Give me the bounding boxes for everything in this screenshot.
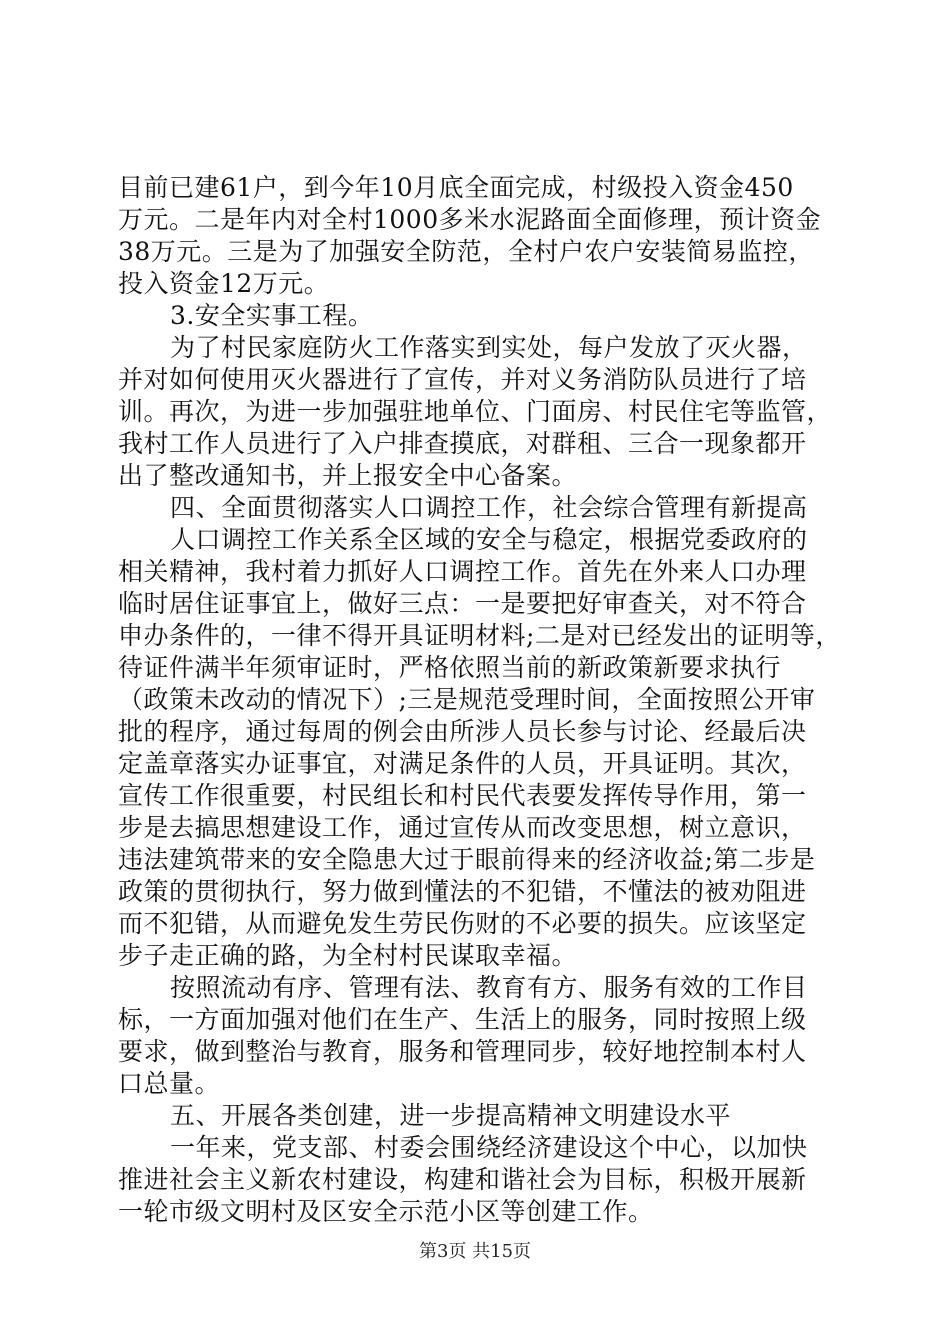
document-body [118, 172, 841, 1228]
text-line: 相关精神，我村着力抓好人口调控工作。首先在外来人口办理 [118, 557, 807, 586]
text-line: 按照流动有序、管理有法、教育有方、服务有效的工作目 [170, 973, 808, 1002]
text-line: 人口调控工作关系全区域的安全与稳定，根据党委政府的 [170, 525, 808, 554]
text-line: 违法建筑带来的安全隐患大过于眼前得来的经济收益;第二步是 [118, 845, 816, 874]
text-line: 标，一方面加强对他们在生产、生活上的服务，同时按照上级 [118, 1005, 807, 1034]
text-line: 待证件满半年须审证时，严格依照当前的新政策新要求执行 [118, 653, 782, 682]
text-line: 要求，做到整治与教育，服务和管理同步，较好地控制本村人 [118, 1037, 807, 1066]
text-line: 投入资金12万元。 [118, 269, 330, 298]
text-line: 推进社会主义新农村建设，构建和谐社会为目标，积极开展新 [118, 1165, 807, 1194]
text-line: 申办条件的，一律不得开具证明材料;二是对已经发出的证明等， [118, 621, 841, 650]
text-line: 定盖章落实办证事宜，对满足条件的人员，开具证明。其次， [118, 749, 807, 778]
text-line: 步是去搞思想建设工作，通过宣传从而改变思想，树立意识， [118, 813, 807, 842]
text-line: 万元。二是年内对全村1000多米水泥路面全面修理，预计资金 [118, 205, 822, 234]
text-line: 宣传工作很重要，村民组长和村民代表要发挥传导作用，第一 [118, 781, 807, 810]
text-line: 口总量。 [118, 1069, 221, 1098]
text-line: 临时居住证事宜上，做好三点：一是要把好审查关，对不符合 [118, 589, 807, 618]
text-line: 一轮市级文明村及区安全示范小区等创建工作。 [118, 1197, 654, 1226]
text-line: 3.安全实事工程。 [170, 301, 374, 330]
text-line: 目前已建61户，到今年10月底全面完成，村级投入资金450 [118, 173, 794, 202]
text-line: 四、全面贯彻落实人口调控工作，社会综合管理有新提高 [170, 493, 808, 522]
text-line: 步子走正确的路，为全村村民谋取幸福。 [118, 941, 578, 970]
text-line: 一年来，党支部、村委会围绕经济建设这个中心，以加快 [170, 1133, 808, 1162]
text-line: 我村工作人员进行了入户排查摸底，对群租、三合一现象都开 [118, 429, 807, 458]
text-line: 38万元。三是为了加强安全防范，全村户农户安装简易监控， [118, 237, 814, 266]
text-line: 训。再次，为进一步加强驻地单位、门面房、村民住宅等监管， [118, 397, 833, 426]
text-line: （政策未改动的情况下）;三是规范受理时间，全面按照公开审 [118, 685, 816, 714]
page-footer: 第3页 共15页 [418, 1241, 532, 1262]
text-line: 并对如何使用灭火器进行了宣传，并对义务消防队员进行了培 [118, 365, 807, 394]
text-line: 政策的贯彻执行，努力做到懂法的不犯错，不懂法的被劝阻进 [118, 877, 807, 906]
text-line: 批的程序，通过每周的例会由所涉人员长参与讨论、经最后决 [118, 717, 807, 746]
text-line: 为了村民家庭防火工作落实到实处，每户发放了灭火器， [170, 333, 808, 362]
text-line: 五、开展各类创建，进一步提高精神文明建设水平 [170, 1101, 732, 1130]
text-line: 出了整改通知书，并上报安全中心备案。 [118, 461, 578, 490]
text-line: 而不犯错，从而避免发生劳民伤财的不必要的损失。应该坚定 [118, 909, 807, 938]
